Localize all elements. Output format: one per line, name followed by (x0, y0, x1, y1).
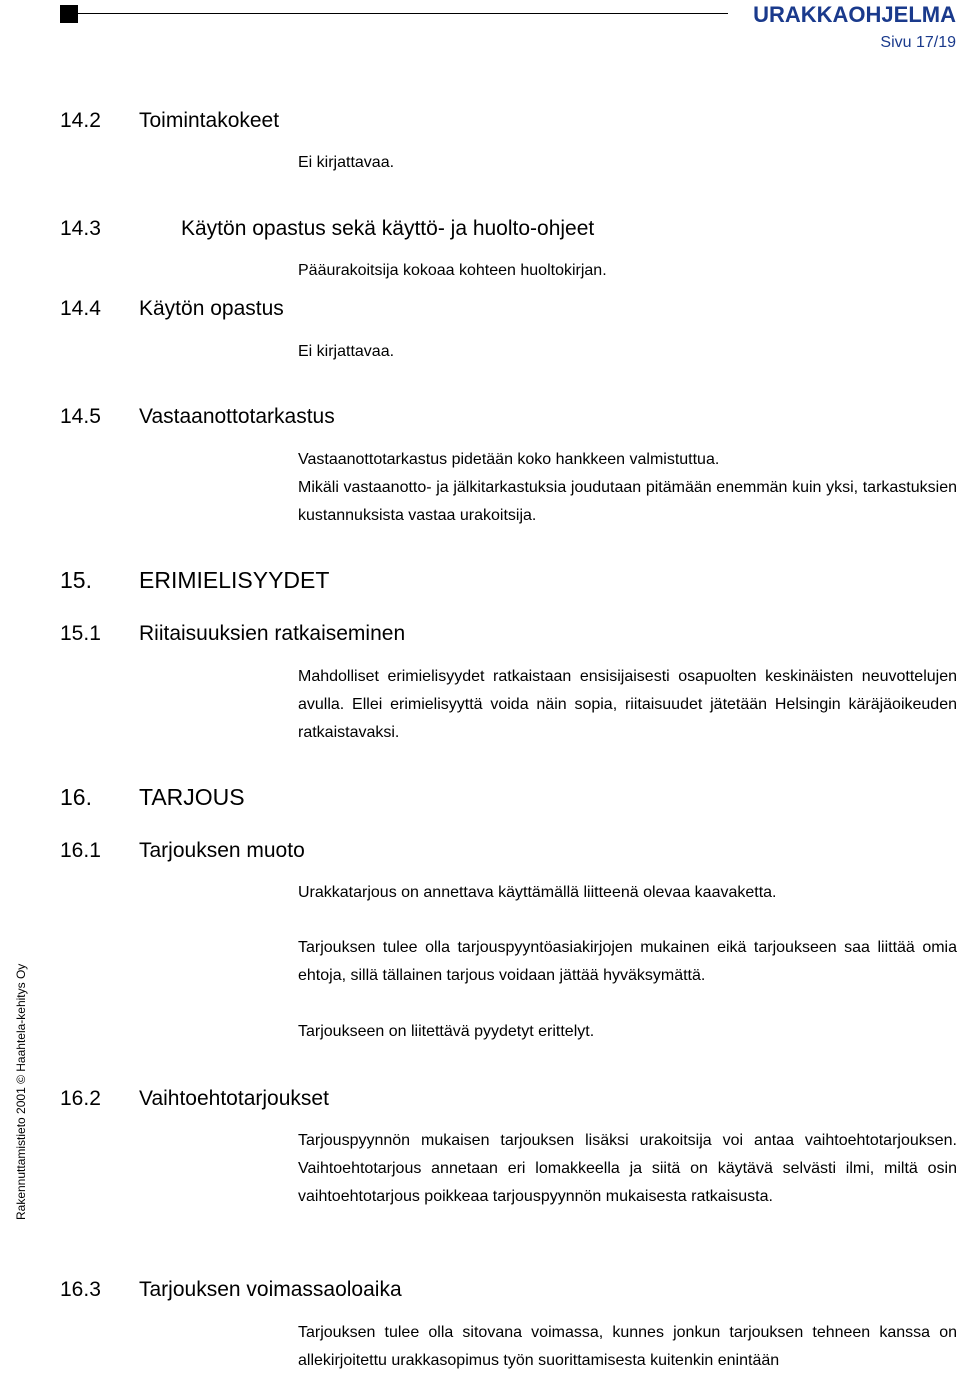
paragraph: Mahdolliset erimielisyydet ratkaistaan ensisijaisesti osapuolten keskinäisten neuvottelujen avulla. Ellei erimielisyyttä voida näin sopia, riitaisuudet jätetään Helsingin käräjäoikeuden ratkaistavaksi. (298, 668, 957, 741)
paragraph: Tarjouksen tulee olla tarjouspyyntöasiakirjojen mukainen eikä tarjoukseen saa liittää omia ehtoja, sillä tällainen tarjous voidaan jättää hyväksymättä. (298, 939, 957, 984)
sidebar-copyright: Rakennuttamistieto 2001 © Haahtela-kehitys Oy (14, 963, 28, 1220)
section-title: Käytön opastus (139, 297, 284, 320)
section-number: 14.3 (60, 217, 101, 240)
section-number: 16.2 (60, 1087, 101, 1110)
section-title: Tarjouksen voimassaoloaika (139, 1278, 402, 1301)
section-number: 14.2 (60, 109, 101, 132)
section-title: Käytön opastus sekä käyttö- ja huolto-ohjeet (181, 217, 595, 240)
section-number: 14.4 (60, 297, 101, 320)
section-number: 15.1 (60, 622, 101, 645)
chapter-number: 15. (60, 567, 92, 593)
header-rule (78, 13, 728, 14)
paragraph: Urakkatarjous on annettava käyttämällä liitteenä olevaa kaavaketta. (298, 884, 777, 901)
section-title: Vastaanottotarkastus (139, 405, 335, 428)
paragraph: Ei kirjattavaa. (298, 154, 395, 171)
paragraph: Tarjouksen tulee olla sitovana voimassa, kunnes jonkun tarjouksen tehneen kanssa on allekirjoitettu urakkasopimus työn suorittamisesta kuitenkin enintään (298, 1324, 957, 1369)
paragraph: Pääurakoitsija kokoaa kohteen huoltokirjan. (298, 262, 607, 279)
section-title: Vaihtoehtotarjoukset (139, 1087, 329, 1110)
section-number: 16.1 (60, 839, 101, 862)
logo-square (60, 5, 78, 23)
chapter-title: ERIMIELISYYDET (139, 567, 330, 593)
section-title: Riitaisuuksien ratkaiseminen (139, 622, 406, 645)
paragraph: Ei kirjattavaa. (298, 343, 395, 360)
section-number: 14.5 (60, 405, 101, 428)
page-number: Sivu 17/19 (880, 34, 956, 51)
chapter-number: 16. (60, 784, 92, 810)
section-title: Tarjouksen muoto (139, 839, 305, 862)
section-title: Toimintakokeet (139, 109, 280, 132)
section-number: 16.3 (60, 1278, 101, 1301)
paragraph: Vastaanottotarkastus pidetään koko hankkeen valmistuttua. (298, 451, 720, 468)
paragraph: Mikäli vastaanotto- ja jälkitarkastuksia joudutaan pitämään enemmän kuin yksi, tarkastuksien kustannuksista vastaa urakoitsija. (298, 479, 957, 524)
chapter-title: TARJOUS (139, 784, 245, 810)
paragraph: Tarjoukseen on liitettävä pyydetyt erittelyt. (298, 1023, 595, 1040)
document-title: URAKKAOHJELMA (753, 2, 956, 27)
paragraph: Tarjouspyynnön mukaisen tarjouksen lisäksi urakoitsija voi antaa vaihtoehtotarjouksen. Vaihtoehtotarjous annetaan eri lomakkeella ja siitä on käytävä selvästi ilmi, miltä osin vaihtoehtotarjous poikkeaa tarjouspyynnön mukaisesta ratkaisusta. (298, 1132, 957, 1205)
